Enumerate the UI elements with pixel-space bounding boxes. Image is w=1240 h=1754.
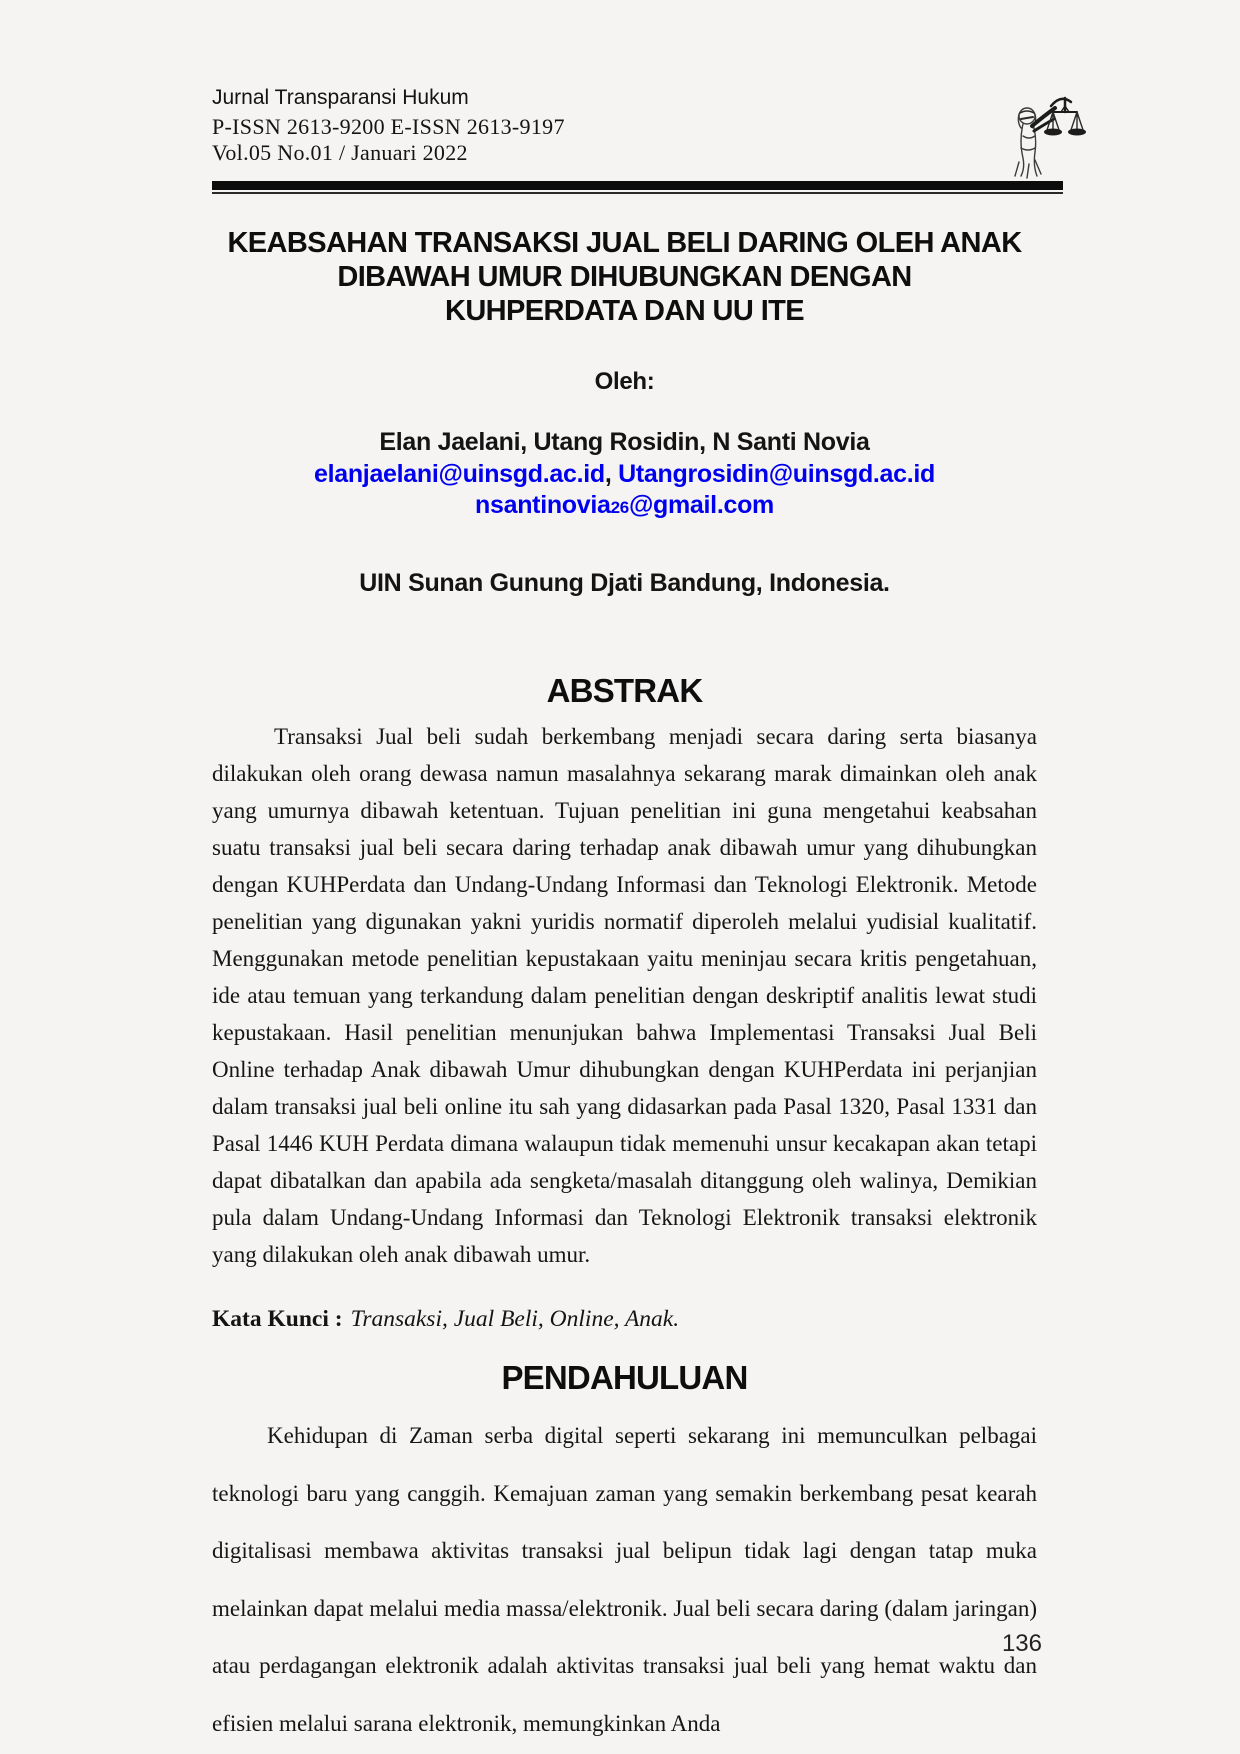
issn-line: P-ISSN 2613-9200 E-ISSN 2613-9197 xyxy=(212,114,565,140)
email-link-elanjaelani[interactable]: elanjaelani@uinsgd.ac.id xyxy=(313,460,605,488)
email-link-utangrosidin[interactable]: Utangrosidin@uinsgd.ac.id xyxy=(618,460,936,488)
affiliation: UIN Sunan Gunung Djati Bandung, Indonesia. xyxy=(359,569,890,597)
introduction-paragraph: Kehidupan di Zaman serba digital seperti sekarang ini memunculkan pelbagai teknologi baru yang canggih. Kemajuan zaman yang semakin berkembang pesat kearah digitalisasi membawa aktivitas transaksi jual belipun tidak lagi dengan tatap muka melainkan dapat melalui media massa/elektronik. Jual beli secara daring (dalam jaringan) atau perdagangan elektronik adalah aktivitas transaksi jual beli yang hemat waktu dan efisien melalui sarana elektronik, memungkinkan Anda xyxy=(212,1423,1037,1736)
author-names: Elan Jaelani, Utang Rosidin, N Santi Novia xyxy=(379,428,870,456)
header-rule xyxy=(212,181,1063,194)
journal-name: Jurnal Transparansi Hukum xyxy=(212,86,469,110)
byline-label: Oleh: xyxy=(594,368,655,395)
article-title-line: DIBAWAH UMUR DIHUBUNGKAN DENGAN xyxy=(337,261,912,293)
abstract-paragraph: Transaksi Jual beli sudah berkembang menjadi secara daring serta biasanya dilakukan oleh orang dewasa namun masalahnya sekarang marak dimainkan oleh anak yang umurnya dibawah ketentuan. Tujuan penelitian ini guna mengetahui keabsahan suatu transaksi jual beli secara daring terhadap anak dibawah umur yang dihubungkan dengan KUHPerdata dan Undang-Undang Informasi dan Teknologi Elektronik. Metode penelitian yang digunakan yakni yuridis normatif diperoleh melalui yudisial kualitatif. Menggunakan metode penelitian kepustakaan yaitu meninjau secara kritis pengetahuan, ide atau temuan yang terkandung dalam penelitian dengan deskriptif analitis lewat studi kepustakaan. Hasil penelitian menunjukan bahwa Implementasi Transaksi Jual Beli Online terhadap Anak dibawah Umur dihubungkan dengan KUHPerdata ini perjanjian dalam transaksi jual beli online itu sah yang didasarkan pada Pasal 1320, Pasal 1331 dan Pasal 1446 KUH Perdata dimana walaupun tidak memenuhi unsur kecakapan akan tetapi dapat dibatalkan dan apabila ada sengketa/masalah ditanggung oleh walinya, Demikian pula dalam Undang-Undang Informasi dan Teknologi Elektronik transaksi elektronik yang dilakukan oleh anak dibawah umur. xyxy=(212,724,1037,1267)
introduction-heading: PENDAHULUAN xyxy=(501,1359,748,1396)
keywords-label: Kata Kunci : xyxy=(212,1306,343,1332)
email-link-nsantinovia[interactable]: nsantinovia26@gmail.com xyxy=(475,491,774,519)
lady-justice-scales-icon xyxy=(999,86,1095,182)
keywords-line xyxy=(212,1306,1037,1333)
journal-header xyxy=(212,86,1037,166)
keywords-value: Transaksi, Jual Beli, Online, Anak. xyxy=(350,1306,680,1332)
article-title-line: KUHPERDATA DAN UU ITE xyxy=(444,295,805,327)
email-separator: , xyxy=(604,460,619,488)
article-title-line: KEABSAHAN TRANSAKSI JUAL BELI DARING OLEH ANAK xyxy=(227,227,1022,259)
page-number: 136 xyxy=(1001,1630,1042,1657)
article-title xyxy=(212,226,1037,328)
author-emails xyxy=(212,459,1037,523)
abstract-heading: ABSTRAK xyxy=(546,672,703,709)
volume-issue-line: Vol.05 No.01 / Januari 2022 xyxy=(212,140,468,166)
